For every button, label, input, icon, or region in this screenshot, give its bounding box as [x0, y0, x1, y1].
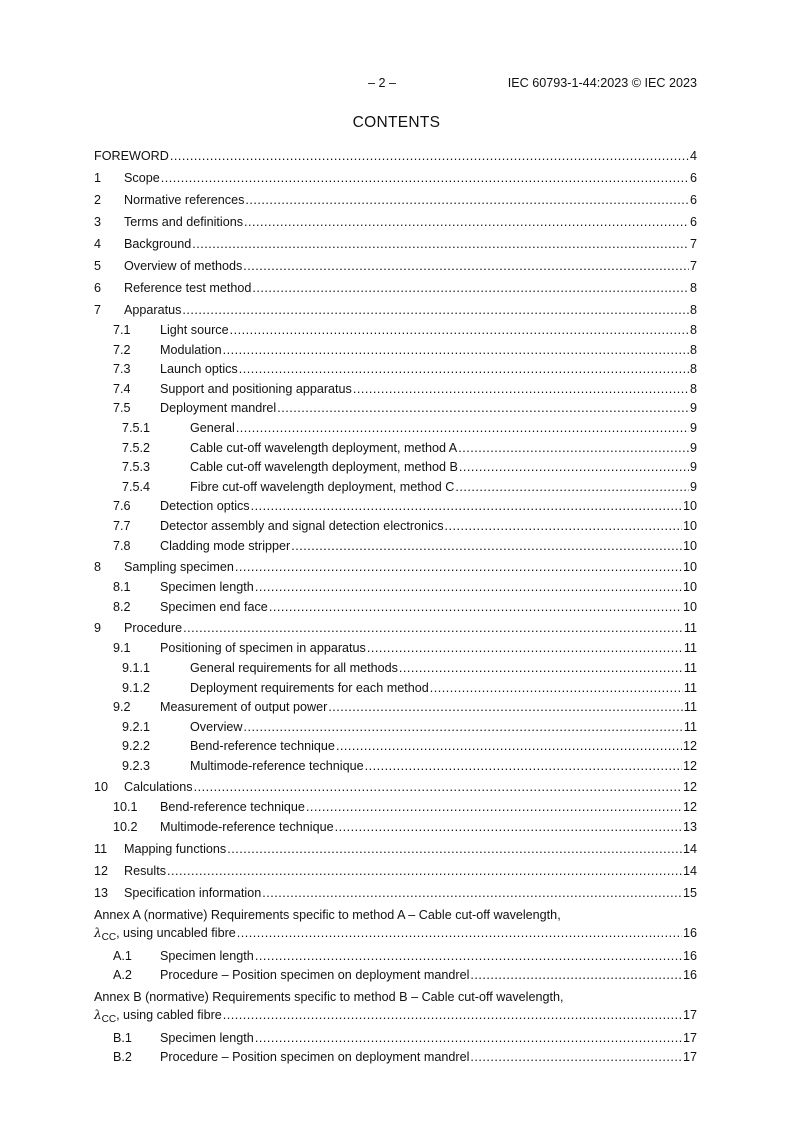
toc-entry[interactable]: [94, 947, 697, 967]
toc-entry-page: 10: [682, 580, 697, 595]
page-title: CONTENTS: [352, 114, 441, 131]
toc-entry[interactable]: [94, 860, 697, 882]
toc-entry[interactable]: [94, 838, 697, 860]
toc-entry-page: 17: [682, 1007, 697, 1022]
toc-entry[interactable]: [94, 818, 697, 838]
toc-entry[interactable]: [94, 189, 697, 211]
toc-entry[interactable]: [94, 966, 697, 986]
toc-entry-title: Reference test method: [124, 281, 252, 295]
dot-leader: [399, 659, 683, 679]
toc-entry-number: 9.1.1: [122, 660, 151, 675]
toc-entry-title: Deployment mandrel: [160, 401, 277, 416]
toc-entry-page: 8: [689, 362, 697, 377]
toc-entry-page: 14: [682, 841, 697, 856]
subscript: CC: [101, 1013, 117, 1025]
dot-leader: [251, 497, 682, 517]
toc-entry-title: Support and positioning apparatus: [160, 381, 352, 396]
toc-entry[interactable]: [94, 167, 697, 189]
toc-entry[interactable]: [94, 659, 697, 679]
toc-entry[interactable]: [94, 145, 697, 167]
toc-entry-number: 7.5: [113, 401, 131, 416]
toc-entry-title: Deployment requirements for each method: [190, 680, 429, 695]
table-of-contents: [94, 145, 697, 1068]
toc-entry-title: Positioning of specimen in apparatus: [160, 641, 366, 656]
toc-entry-title: Multimode-reference technique: [190, 758, 364, 773]
dot-leader: [255, 578, 682, 598]
toc-entry-title: Specimen end face: [160, 599, 268, 614]
lambda-symbol: λ: [94, 925, 102, 940]
toc-entry[interactable]: [94, 598, 697, 618]
toc-entry-number: 3: [94, 215, 102, 229]
toc-entry[interactable]: [94, 419, 697, 439]
toc-entry-number: 1: [94, 171, 102, 185]
dot-leader: [255, 1029, 682, 1049]
toc-entry-number: 8.2: [113, 599, 131, 614]
toc-entry-title: Sampling specimen: [124, 560, 234, 575]
toc-entry[interactable]: [94, 882, 697, 904]
toc-entry-title: Overview: [190, 719, 243, 734]
toc-entry-title: Scope: [124, 171, 160, 185]
toc-entry-page: 17: [682, 1030, 697, 1045]
toc-entry[interactable]: [94, 341, 697, 361]
toc-entry-title: Cable cut-off wavelength deployment, method A: [190, 440, 458, 455]
annex-title: Annex A (normative) Requirements specific to method A – Cable cut-off wavelength,: [94, 907, 561, 922]
toc-entry-title: Specimen length: [160, 1030, 254, 1045]
annex-title-rest: , using uncabled fibre: [116, 925, 236, 940]
toc-entry-number: 7.6: [113, 499, 131, 514]
toc-entry-title: Procedure – Position specimen on deployment mandrel: [160, 1050, 470, 1065]
toc-entry-title: General requirements for all methods: [190, 660, 398, 675]
annex-title: Annex B (normative) Requirements specific to method B – Cable cut-off wavelength,: [94, 989, 564, 1004]
toc-entry-page: 15: [682, 885, 697, 900]
toc-entry-title: Bend-reference technique: [190, 739, 335, 754]
toc-entry-title: Overview of methods: [124, 259, 243, 273]
toc-entry[interactable]: [94, 617, 697, 639]
dot-leader: [430, 679, 683, 699]
toc-entry[interactable]: [94, 1029, 697, 1049]
toc-entry-number: 12: [94, 863, 109, 878]
toc-entry[interactable]: [94, 757, 697, 777]
toc-entry-page: 10: [682, 560, 697, 575]
toc-entry-number: 10: [94, 780, 109, 795]
toc-entry[interactable]: [94, 360, 697, 380]
toc-entry-number: B.2: [113, 1050, 132, 1065]
toc-entry-page: 10: [682, 499, 697, 514]
dot-leader: [182, 299, 689, 321]
toc-entry[interactable]: [94, 497, 697, 517]
toc-entry-number: 9.2.3: [122, 758, 151, 773]
dot-leader: [230, 321, 689, 341]
toc-entry-number: 7.5.4: [122, 479, 151, 494]
toc-entry-page: 10: [682, 538, 697, 553]
toc-entry-page: 11: [683, 621, 697, 636]
dot-leader: [170, 145, 689, 167]
dot-leader: [237, 923, 682, 943]
toc-entry[interactable]: [94, 639, 697, 659]
toc-entry-title: Normative references: [124, 193, 245, 207]
toc-entry[interactable]: [94, 556, 697, 578]
dot-leader: [367, 639, 683, 659]
toc-entry-page: 8: [689, 303, 697, 317]
toc-entry-page: 12: [682, 780, 697, 795]
annex-entry[interactable]: [94, 986, 697, 1025]
toc-entry-title: Calculations: [124, 780, 193, 795]
dot-leader: [183, 617, 683, 639]
toc-entry-page: 6: [689, 171, 697, 185]
toc-entry-title: Cable cut-off wavelength deployment, method B: [190, 460, 458, 475]
toc-entry-number: A.2: [113, 968, 132, 983]
page-number: – 2 –: [368, 76, 397, 90]
toc-entry-number: 7.2: [113, 342, 131, 357]
toc-entry-page: 11: [683, 680, 697, 695]
toc-entry-number: 7.5.2: [122, 440, 151, 455]
toc-entry[interactable]: [94, 277, 697, 299]
toc-entry[interactable]: [94, 1048, 697, 1068]
toc-entry-title: Cladding mode stripper: [160, 538, 291, 553]
dot-leader: [470, 966, 682, 986]
dot-leader: [167, 860, 682, 882]
toc-entry-title: Light source: [160, 323, 229, 337]
dot-leader: [194, 776, 682, 798]
toc-entry-page: 8: [689, 381, 697, 396]
dot-leader: [255, 947, 682, 967]
toc-entry-title: Detector assembly and signal detection electronics: [160, 518, 444, 533]
dot-leader: [269, 598, 682, 618]
toc-entry-number: 10.2: [113, 820, 138, 835]
dot-leader: [459, 458, 689, 478]
toc-entry-page: 9: [689, 479, 697, 494]
dot-leader: [161, 167, 689, 189]
toc-entry-number: 5: [94, 259, 102, 273]
dot-leader: [336, 737, 682, 757]
toc-entry-page: 12: [682, 758, 697, 773]
toc-entry-number: 13: [94, 885, 109, 900]
dot-leader: [306, 798, 682, 818]
toc-entry[interactable]: [94, 578, 697, 598]
toc-entry-number: 7.1: [113, 323, 131, 337]
toc-entry-title: Modulation: [160, 342, 222, 357]
dot-leader: [335, 818, 682, 838]
toc-entry-number: 7.5.3: [122, 460, 151, 475]
toc-entry-number: 7.4: [113, 381, 131, 396]
dot-leader: [458, 439, 689, 459]
toc-entry-number: 4: [94, 237, 102, 251]
toc-entry-page: 11: [683, 641, 697, 656]
toc-entry-page: 13: [682, 820, 697, 835]
toc-entry-number: 7.5.1: [122, 420, 151, 435]
toc-entry-page: 12: [682, 739, 697, 754]
dot-leader: [245, 189, 689, 211]
toc-entry[interactable]: [94, 439, 697, 459]
dot-leader: [243, 255, 689, 277]
toc-entry-number: 7.3: [113, 362, 131, 377]
toc-entry-number: 9.1: [113, 641, 131, 656]
toc-entry-page: 14: [682, 863, 697, 878]
toc-entry[interactable]: [94, 718, 697, 738]
toc-entry-number: 9.1.2: [122, 680, 151, 695]
dot-leader: [252, 277, 689, 299]
dot-leader: [236, 419, 689, 439]
toc-entry-title: Measurement of output power: [160, 700, 328, 715]
toc-entry-page: 8: [689, 323, 697, 337]
annex-entry[interactable]: [94, 904, 697, 943]
toc-entry-title: Mapping functions: [124, 841, 227, 856]
toc-entry-number: 7.8: [113, 538, 131, 553]
dot-leader: [244, 211, 689, 233]
toc-entry-number: 9: [94, 621, 102, 636]
dot-leader: [328, 698, 683, 718]
annex-title-continuation: [94, 1005, 697, 1025]
dot-leader: [455, 478, 689, 498]
toc-entry-number: 9.2: [113, 700, 131, 715]
toc-entry-page: 11: [683, 660, 697, 675]
toc-entry[interactable]: [94, 517, 697, 537]
annex-title-continuation: [94, 923, 697, 943]
standard-reference: IEC 60793-1-44:2023 © IEC 2023: [507, 76, 697, 90]
dot-leader: [277, 399, 689, 419]
toc-entry-page: 7: [689, 259, 697, 273]
dot-leader: [262, 882, 682, 904]
toc-entry-page: 8: [689, 281, 697, 295]
toc-entry-page: 9: [689, 460, 697, 475]
dot-leader: [227, 838, 682, 860]
toc-entry[interactable]: [94, 458, 697, 478]
toc-entry-page: 9: [689, 401, 697, 416]
toc-entry-number: A.1: [113, 948, 132, 963]
toc-entry-page: 10: [682, 518, 697, 533]
dot-leader: [445, 517, 682, 537]
annex-title-rest: , using cabled fibre: [116, 1007, 222, 1022]
toc-entry[interactable]: [94, 299, 697, 321]
toc-entry-title: Fibre cut-off wavelength deployment, method C: [190, 479, 455, 494]
toc-entry[interactable]: [94, 798, 697, 818]
lambda-symbol: λ: [94, 1007, 102, 1022]
toc-entry-number: 8.1: [113, 580, 131, 595]
toc-entry-number: 11: [94, 841, 108, 856]
toc-entry-title: Results: [124, 863, 166, 878]
dot-leader: [470, 1048, 682, 1068]
toc-entry-title: Background: [124, 237, 192, 251]
toc-entry-title: Terms and definitions: [124, 215, 244, 229]
toc-entry-page: 16: [682, 968, 697, 983]
toc-entry-number: 9.2.1: [122, 719, 151, 734]
toc-entry-title: General: [190, 420, 235, 435]
dot-leader: [223, 1005, 682, 1025]
toc-entry-number: 6: [94, 281, 102, 295]
toc-entry[interactable]: [94, 321, 697, 341]
toc-entry-title: Apparatus: [124, 303, 182, 317]
dot-leader: [243, 718, 682, 738]
toc-entry-title: FOREWORD: [94, 149, 169, 163]
toc-entry-page: 16: [682, 925, 697, 940]
toc-entry-page: 9: [689, 420, 697, 435]
toc-entry[interactable]: [94, 737, 697, 757]
toc-entry-number: 7.7: [113, 518, 131, 533]
toc-entry[interactable]: [94, 679, 697, 699]
dot-leader: [235, 556, 682, 578]
toc-entry-number: 7: [94, 303, 102, 317]
annex-title-line2: [94, 1005, 222, 1030]
dot-leader: [223, 341, 689, 361]
toc-entry[interactable]: [94, 478, 697, 498]
toc-entry[interactable]: [94, 255, 697, 277]
toc-entry-title: Specimen length: [160, 948, 254, 963]
toc-entry[interactable]: [94, 776, 697, 798]
toc-entry-title: Specification information: [124, 885, 262, 900]
dot-leader: [192, 233, 689, 255]
dot-leader: [353, 380, 689, 400]
toc-entry-page: 11: [683, 700, 697, 715]
toc-entry-page: 4: [689, 149, 697, 163]
toc-entry-number: 2: [94, 193, 102, 207]
toc-entry[interactable]: [94, 698, 697, 718]
toc-entry-page: 8: [689, 342, 697, 357]
toc-entry-page: 9: [689, 440, 697, 455]
toc-entry-title: Multimode-reference technique: [160, 820, 334, 835]
toc-entry-title: Bend-reference technique: [160, 800, 305, 815]
dot-leader: [365, 757, 682, 777]
dot-leader: [291, 537, 682, 557]
toc-entry-title: Detection optics: [160, 499, 250, 514]
toc-entry-page: 17: [682, 1050, 697, 1065]
toc-entry-number: 10.1: [113, 800, 138, 815]
subscript: CC: [101, 931, 117, 943]
toc-entry-page: 12: [682, 800, 697, 815]
dot-leader: [239, 360, 689, 380]
toc-entry-title: Procedure – Position specimen on deployment mandrel: [160, 968, 470, 983]
toc-entry-number: B.1: [113, 1030, 132, 1045]
toc-entry-title: Launch optics: [160, 362, 238, 377]
annex-title-line2: [94, 923, 236, 948]
toc-entry[interactable]: [94, 233, 697, 255]
toc-entry-page: 6: [689, 215, 697, 229]
toc-entry-page: 10: [682, 599, 697, 614]
toc-entry-number: 8: [94, 560, 102, 575]
toc-entry-page: 16: [682, 948, 697, 963]
toc-entry[interactable]: [94, 211, 697, 233]
toc-entry-page: 7: [689, 237, 697, 251]
toc-entry[interactable]: [94, 537, 697, 557]
toc-entry-title: Procedure: [124, 621, 183, 636]
toc-entry-page: 6: [689, 193, 697, 207]
toc-entry-number: 9.2.2: [122, 739, 151, 754]
toc-entry-title: Specimen length: [160, 580, 254, 595]
toc-entry[interactable]: [94, 380, 697, 400]
toc-entry-page: 11: [683, 719, 697, 734]
toc-entry[interactable]: [94, 399, 697, 419]
